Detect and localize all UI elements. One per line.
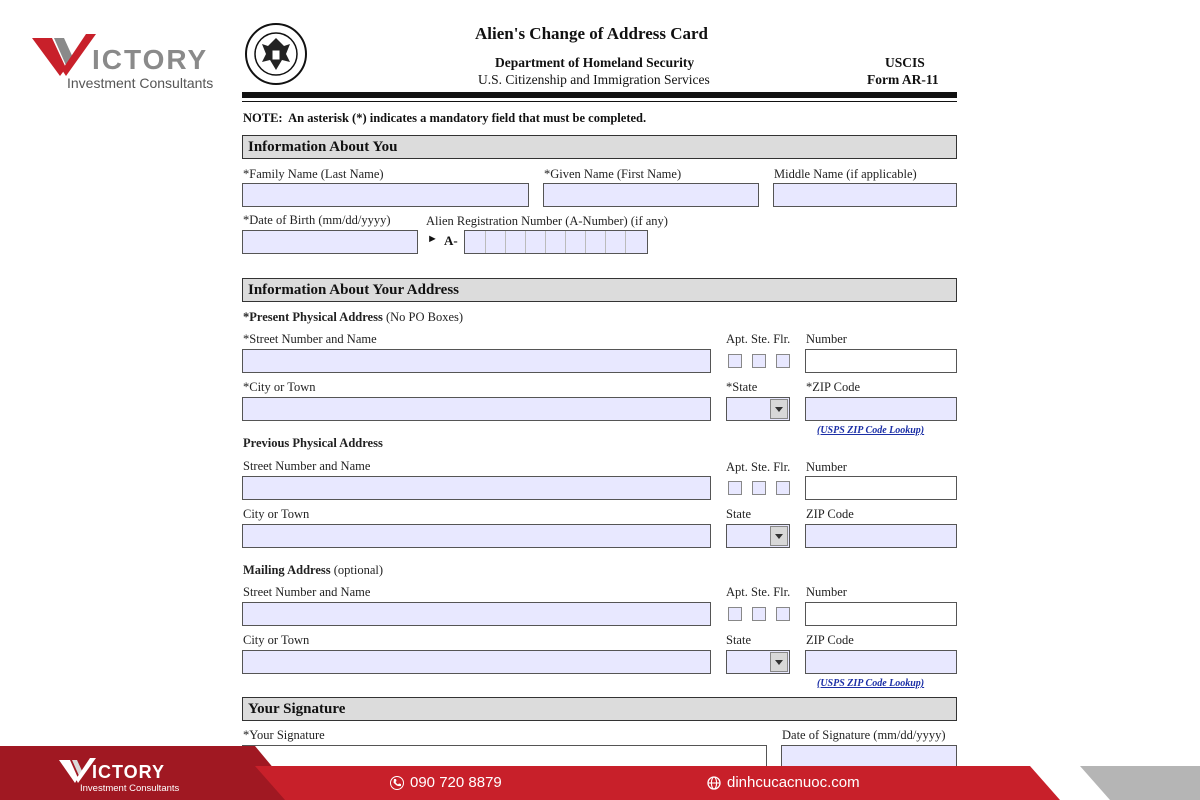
previous-street-field[interactable] — [242, 476, 711, 500]
signature-date-label: Date of Signature (mm/dd/yyyy) — [782, 728, 946, 742]
present-heading-text: *Present Physical Address — [243, 310, 383, 324]
dept-name: Department of Homeland Security — [495, 55, 695, 70]
family-name-label: *Family Name (Last Name) — [243, 167, 384, 181]
family-name-field[interactable] — [242, 183, 529, 207]
previous-state-select[interactable] — [726, 524, 790, 548]
present-zip-field[interactable] — [805, 397, 957, 421]
present-street-field[interactable] — [242, 349, 711, 373]
given-name-label: *Given Name (First Name) — [544, 167, 682, 181]
anumber-field[interactable] — [464, 230, 648, 254]
middle-name-field[interactable] — [773, 183, 957, 207]
mailing-heading-text: Mailing Address — [243, 563, 331, 577]
previous-flr-checkbox[interactable] — [776, 481, 790, 495]
given-name-field[interactable] — [543, 183, 759, 207]
present-apt-checkbox[interactable] — [728, 354, 742, 368]
present-number-field[interactable] — [805, 349, 957, 373]
present-number-label: Number — [806, 332, 847, 346]
mailing-number-field[interactable] — [805, 602, 957, 626]
section-header-you: Information About You — [242, 135, 957, 159]
chevron-down-icon[interactable] — [770, 652, 788, 672]
signature-label: *Your Signature — [243, 728, 325, 742]
uscis-label: USCIS — [885, 55, 925, 70]
mailing-city-label: City or Town — [243, 633, 310, 647]
present-city-field[interactable] — [242, 397, 711, 421]
footer-brand-tagline: Investment Consultants — [80, 783, 180, 794]
mailing-city-field[interactable] — [242, 650, 711, 674]
header-rule — [242, 92, 957, 98]
footer-logo — [58, 754, 198, 794]
previous-zip-label: ZIP Code — [806, 507, 854, 521]
previous-number-label: Number — [806, 460, 847, 474]
present-heading-note: (No PO Boxes) — [385, 310, 464, 324]
previous-apt-checkbox[interactable] — [728, 481, 742, 495]
middle-name-label: Middle Name (if applicable) — [774, 167, 917, 181]
agency-name: U.S. Citizenship and Immigration Services — [478, 72, 710, 87]
chevron-down-icon[interactable] — [770, 399, 788, 419]
present-city-label: *City or Town — [243, 380, 316, 394]
mailing-street-label: Street Number and Name — [243, 585, 371, 599]
anumber-label: Alien Registration Number (A-Number) (if any) — [426, 214, 668, 228]
form-title: Alien's Change of Address Card — [475, 24, 708, 43]
mailing-zip-lookup-link[interactable]: (USPS ZIP Code Lookup) — [817, 678, 925, 689]
footer-brand-name: ICTORY — [92, 762, 166, 782]
anumber-prefix: A- — [444, 233, 458, 248]
present-zip-lookup-link[interactable]: (USPS ZIP Code Lookup) — [817, 425, 925, 436]
present-ste-checkbox[interactable] — [752, 354, 766, 368]
previous-city-field[interactable] — [242, 524, 711, 548]
mailing-street-field[interactable] — [242, 602, 711, 626]
brand-tagline: Investment Consultants — [67, 75, 214, 91]
footer-phone[interactable]: 090 720 8879 — [410, 774, 502, 791]
previous-state-label: State — [726, 507, 751, 521]
footer-website[interactable]: dinhcucacnuoc.com — [727, 774, 860, 791]
victory-v-mark — [30, 30, 100, 78]
previous-city-label: City or Town — [243, 507, 310, 521]
dhs-seal — [244, 22, 308, 86]
form-number: Form AR-11 — [867, 72, 939, 87]
previous-zip-field[interactable] — [805, 524, 957, 548]
section-header-address: Information About Your Address — [242, 278, 957, 302]
mailing-state-label: State — [726, 633, 751, 647]
present-unit-label: Apt. Ste. Flr. — [726, 332, 791, 346]
previous-unit-label: Apt. Ste. Flr. — [726, 460, 791, 474]
mailing-zip-label: ZIP Code — [806, 633, 854, 647]
mailing-address-heading — [243, 563, 383, 578]
mailing-state-select[interactable] — [726, 650, 790, 674]
mailing-ste-checkbox[interactable] — [752, 607, 766, 621]
mailing-zip-field[interactable] — [805, 650, 957, 674]
brand-name: ICTORY — [92, 44, 209, 75]
previous-ste-checkbox[interactable] — [752, 481, 766, 495]
mailing-flr-checkbox[interactable] — [776, 607, 790, 621]
mailing-apt-checkbox[interactable] — [728, 607, 742, 621]
globe-icon — [707, 776, 721, 790]
dob-label: *Date of Birth (mm/dd/yyyy) — [243, 213, 391, 227]
chevron-down-icon[interactable] — [770, 526, 788, 546]
brand-logo — [30, 30, 230, 95]
mailing-heading-note: (optional) — [333, 563, 384, 577]
previous-number-field[interactable] — [805, 476, 957, 500]
present-address-heading — [243, 310, 463, 325]
present-state-label: *State — [726, 380, 758, 394]
footer-banner — [0, 746, 1200, 800]
previous-address-heading: Previous Physical Address — [243, 436, 383, 450]
previous-street-label: Street Number and Name — [243, 459, 371, 473]
present-flr-checkbox[interactable] — [776, 354, 790, 368]
present-street-label: *Street Number and Name — [243, 332, 377, 346]
header-rule-thin — [242, 101, 957, 102]
mailing-unit-label: Apt. Ste. Flr. — [726, 585, 791, 599]
phone-icon — [390, 776, 404, 790]
present-state-select[interactable] — [726, 397, 790, 421]
arrow-icon: ► — [427, 233, 438, 245]
dob-field[interactable] — [242, 230, 418, 254]
mailing-number-label: Number — [806, 585, 847, 599]
present-zip-label: *ZIP Code — [806, 380, 861, 394]
section-header-signature: Your Signature — [242, 697, 957, 721]
mandatory-note: NOTE: An asterisk (*) indicates a mandatory field that must be completed. — [243, 111, 647, 125]
